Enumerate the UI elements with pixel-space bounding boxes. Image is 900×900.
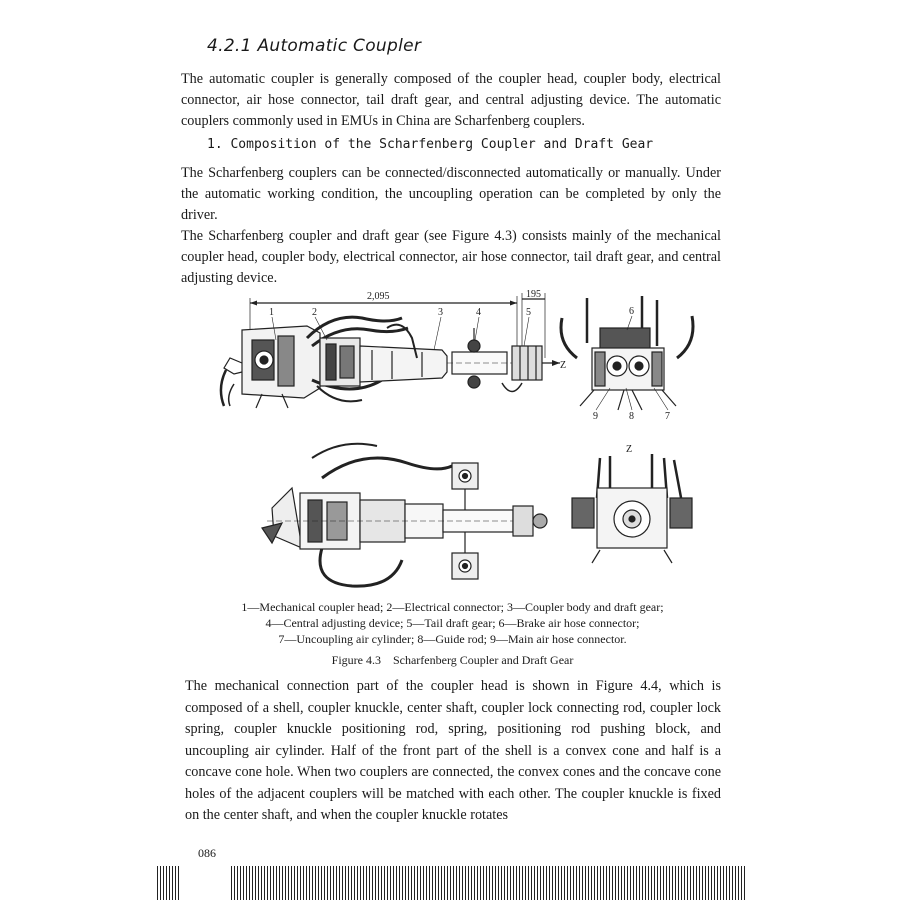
label-8: 8 [629,411,634,422]
figure-legend-line-1: 1—Mechanical coupler head; 2—Electrical connector; 3—Coupler body and draft gear; [241,600,664,614]
hose-left [221,370,226,406]
label-5: 5 [526,307,531,318]
top-side-view [221,289,566,408]
dimension-195: 195 [526,289,541,300]
margin-barcode-left [157,866,181,900]
label-3: 3 [438,307,443,318]
paragraph-intro: The automatic coupler is generally composed of the coupler head, coupler body, electrical connector, air hose connector, tail draft gear, and central adjusting device. The automatic couplers commonly used in EMUs in China are Scharfenberg couplers. [181,71,721,129]
coupler-figure [212,288,702,600]
figure-caption: Figure 4.3 Scharfenberg Coupler and Draft Gear [331,653,574,667]
label-7: 7 [665,411,670,422]
page-number: 086 [198,846,216,860]
axis-z-bottom: Z [626,444,633,455]
subheading: 1. Composition of the Scharfenberg Coupler and Draft Gear [207,137,654,152]
paragraph-operation: The Scharfenberg couplers can be connected/disconnected automatically or manually. Under the automatic working condition, the uncoupling operation can be completed by only the driver. [181,165,721,223]
figure-legend-line-3: 7—Uncoupling air cylinder; 8—Guide rod; 9—Main air hose connector. [278,632,627,646]
figure-legend-line-2: 4—Central adjusting device; 5—Tail draft gear; 6—Brake air hose connector; [265,616,640,630]
section-title: 4.2.1 Automatic Coupler [207,36,422,56]
label-1: 1 [269,307,274,318]
coupler-body-shape [360,346,447,382]
bottom-plan-view [262,444,547,586]
brake-hose-connector-shape [600,328,650,350]
bottom-end-view [572,444,692,563]
paragraph-composition: The Scharfenberg coupler and draft gear (see Figure 4.3) consists mainly of the mechanical coupler head, coupler body, electrical connector, air hose connector, tail draft gear, and central adjusting device. [181,228,721,286]
label-2: 2 [312,307,317,318]
tail-draft-gear-shape [512,346,542,380]
margin-barcode-bottom [231,866,745,900]
axis-z-top: Z [560,360,567,371]
paragraph-mechanical-connection: The mechanical connection part of the coupler head is shown in Figure 4.4, which is composed of a shell, coupler knuckle, center shaft, coupler lock connecting rod, coupler lock spring, coupler knuckle positioning rod, spring, positioning rod pushing block, and uncoupling air cylinder. Half of the front part of the shell is a convex cone and half is a concave cone hole. When two couplers are connected, the convex cones and the concave cone holes of the adjacent couplers will be matched with each other. The coupler knuckle is fixed on the center shaft, and when the coupler knuckle rotates [185,678,721,823]
top-end-view [561,296,693,422]
label-9: 9 [593,411,598,422]
hose-bottom-bottom-view [320,548,402,586]
dimension-2095: 2,095 [367,291,390,302]
hose-top-bottom-view [322,458,452,478]
label-4: 4 [476,307,481,318]
label-6: 6 [629,306,634,317]
